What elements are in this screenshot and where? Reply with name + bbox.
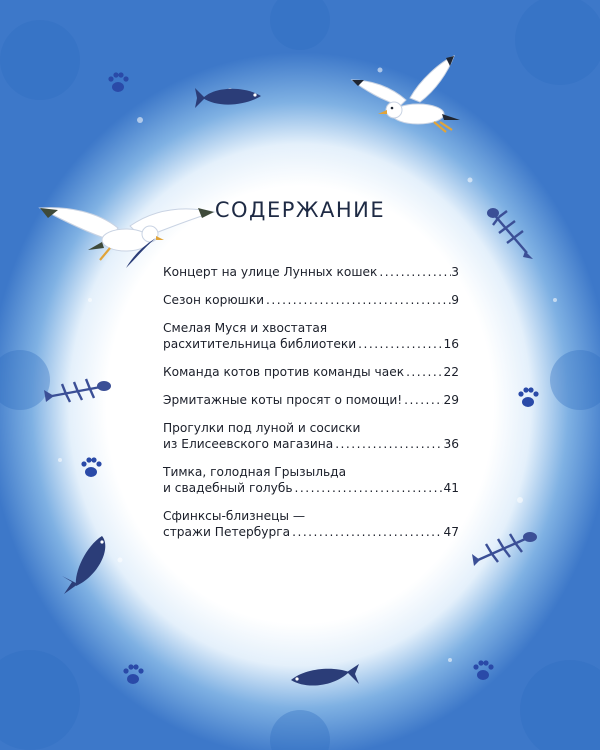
- leader-dots: [356, 336, 443, 352]
- toc-entry[interactable]: [163, 264, 459, 280]
- leader-dots: [402, 392, 443, 408]
- toc-page-number: 36: [443, 437, 459, 451]
- table-of-contents: [163, 264, 459, 552]
- paw-print-icon: [105, 70, 131, 96]
- fish-icon: [195, 82, 271, 112]
- toc-entry-line: [163, 264, 459, 280]
- toc-entry-line: [163, 392, 459, 408]
- page-title: СОДЕРЖАНИЕ: [214, 198, 386, 222]
- paw-print-icon: [515, 385, 541, 411]
- paw-print-icon: [78, 455, 104, 481]
- toc-entry-title: и свадебный голубь: [163, 481, 293, 495]
- toc-entry[interactable]: [163, 364, 459, 380]
- toc-entry[interactable]: [163, 292, 459, 308]
- toc-page-number: 22: [443, 365, 459, 379]
- fish-icon: [58, 530, 114, 596]
- toc-entry-title: Концерт на улице Лунных кошек: [163, 265, 378, 279]
- leader-dots: [404, 364, 443, 380]
- toc-entry[interactable]: [163, 420, 459, 452]
- toc-entry-title-line: Тимка, голодная Грызыльда: [163, 465, 347, 479]
- toc-entry-title: Эрмитажные коты просят о помощи!: [163, 393, 403, 407]
- toc-page-number: 3: [451, 265, 459, 279]
- toc-entry-title-line: Смелая Муся и хвостатая: [163, 321, 328, 335]
- toc-entry-title: Сезон корюшки: [163, 293, 265, 307]
- paw-print-icon: [470, 658, 496, 684]
- toc-entry[interactable]: [163, 508, 459, 540]
- toc-entry-title: расхитительница библиотеки: [163, 337, 357, 351]
- toc-entry-title: Команда котов против команды чаек: [163, 365, 405, 379]
- toc-page-number: 41: [443, 481, 459, 495]
- toc-entry-line: [163, 364, 459, 380]
- toc-entry[interactable]: [163, 392, 459, 408]
- leader-dots: [293, 480, 444, 496]
- paw-print-icon: [120, 662, 146, 688]
- seagull-illustration: [350, 50, 465, 135]
- toc-entry-line: [163, 480, 459, 496]
- toc-entry[interactable]: [163, 320, 459, 352]
- toc-entry-line: [163, 436, 459, 452]
- toc-entry-line: [163, 524, 459, 540]
- toc-entry-title-line: Сфинксы-близнецы —: [163, 509, 306, 523]
- leader-dots: [377, 264, 451, 280]
- toc-page-number: 29: [443, 393, 459, 407]
- toc-entry-line: [163, 336, 459, 352]
- toc-entry-title-line: Прогулки под луной и сосиски: [163, 421, 361, 435]
- leader-dots: [264, 292, 451, 308]
- leader-dots: [290, 524, 443, 540]
- toc-page-number: 47: [443, 525, 459, 539]
- fish-bone-icon: [44, 374, 114, 404]
- toc-page-number: 9: [451, 293, 459, 307]
- toc-entry-title: стражи Петербурга: [163, 525, 291, 539]
- fish-icon: [283, 662, 359, 694]
- toc-entry-title: из Елисеевского магазина: [163, 437, 334, 451]
- toc-page-number: 16: [443, 337, 459, 351]
- toc-entry[interactable]: [163, 464, 459, 496]
- fish-bone-icon: [472, 528, 540, 568]
- toc-entry-line: [163, 292, 459, 308]
- leader-dots: [333, 436, 443, 452]
